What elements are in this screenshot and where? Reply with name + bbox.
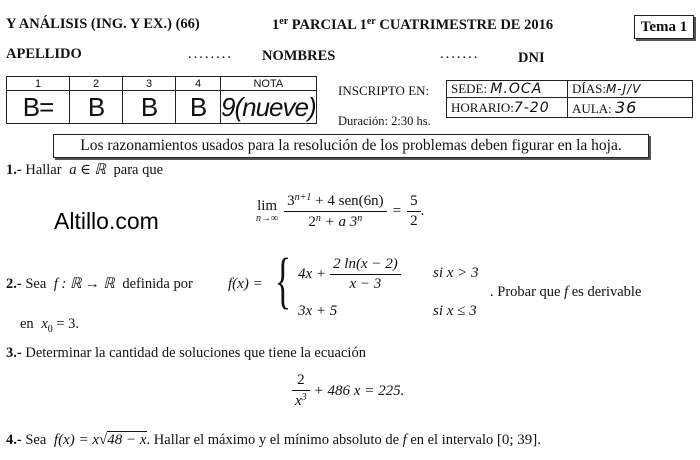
limit-label: lim [257, 198, 278, 214]
p3-fraction [292, 372, 310, 410]
problem-4-sqrt: 48 − x [107, 432, 147, 448]
sede-label: SEDE: [451, 81, 488, 96]
limit [256, 199, 278, 224]
p3-rest: + 486 x = 225. [313, 382, 405, 399]
problem-1-text: Hallar [25, 162, 62, 178]
exam-ordinal: 1 [272, 17, 280, 33]
case-2-cond: si x ≤ 3 [433, 303, 477, 319]
aula-value: 36 [614, 98, 638, 117]
grade-value-4: B [176, 91, 221, 124]
num-rest: + 4 sen(6n) [315, 193, 384, 209]
dias-cell [568, 81, 693, 98]
grade-value-nota: 9(nueve) [221, 91, 316, 122]
grade-value-2: B [70, 91, 123, 124]
sqrt-sign: √ [99, 432, 108, 448]
den-rest: + a 3 [324, 214, 358, 230]
case-1-a: 4x + [298, 266, 327, 282]
exam-title [272, 16, 553, 34]
problem-2-intro [6, 276, 193, 293]
den-exp: n [315, 213, 321, 224]
problem-3-text: Determinar la cantidad de soluciones que tiene la ecuación [25, 345, 366, 361]
p3-den-exp: 3 [301, 392, 307, 403]
problem-3-number: 3.- [6, 345, 22, 361]
grade-value-3: B [123, 91, 176, 124]
nombres-label: NOMBRES [262, 48, 336, 64]
inscripto-label: INSCRIPTO EN: [338, 83, 430, 98]
problem-1-intro [6, 162, 163, 179]
num-base: 3 [287, 193, 295, 209]
case-1-num: 2 ln(x − 2) [330, 256, 401, 275]
problem-1-cond: a ∈ ℝ [69, 162, 106, 178]
cuat-word: CUATRIMESTRE DE 2016 [379, 17, 554, 33]
case-1-cond: si x > 3 [433, 265, 479, 281]
problem-3-intro [6, 345, 366, 362]
problem-4-f: f [402, 432, 407, 448]
problem-4-text: Sea [25, 432, 47, 448]
dni-label: DNI [518, 50, 545, 66]
case-2-expr: 3x + 5 [298, 303, 338, 319]
grade-header-4: 4 [176, 77, 221, 91]
horario-cell [447, 98, 568, 118]
grade-header-1: 1 [7, 77, 70, 91]
problem-4-interval: [0; 39]. [496, 432, 542, 448]
case-1-expr [298, 256, 401, 293]
exam-word: PARCIAL [291, 17, 356, 33]
p3-den-base: x [295, 393, 302, 409]
grade-value-1: B= [7, 91, 70, 124]
problem-4-text2: . Hallar el máximo y el mínimo absoluto de [146, 432, 400, 448]
grades-table [6, 76, 317, 124]
problem-1-formula [256, 192, 424, 231]
watermark-logo: Altillo.com [54, 208, 159, 234]
exam-ordinal-sup: er [279, 16, 289, 27]
tail-f: f [564, 284, 569, 300]
num-exp: n+1 [294, 192, 312, 203]
tail-text: . Probar que [490, 284, 561, 300]
rhs-fraction [407, 193, 421, 230]
horario-value: 7-20 [513, 99, 550, 116]
problem-2-number: 2.- [6, 276, 22, 292]
p1-end: . [420, 203, 425, 219]
aula-cell [568, 98, 693, 118]
problem-2-text: Sea [25, 276, 47, 292]
apellido-label: APELLIDO [6, 46, 82, 62]
rhs-num: 5 [407, 193, 421, 212]
notice-box: Los razonamientos usados para la resolución de los problemas deben figurar en la hoja. [53, 134, 649, 158]
problem-2-fx: f(x) = [228, 276, 263, 292]
problem-2-text2: definida por [122, 276, 193, 292]
problem-2-tail [490, 284, 641, 301]
grade-header-3: 3 [123, 77, 176, 91]
cuat-ordinal: 1 [359, 17, 367, 33]
p1-equals: = [392, 203, 402, 219]
x0: x [41, 316, 48, 332]
problem-4-text3: en el intervalo [410, 432, 494, 448]
aula-label: AULA: [572, 101, 612, 116]
problem-1-number: 1.- [6, 162, 22, 178]
tail-text2: es derivable [571, 284, 642, 300]
problem-4 [6, 432, 541, 449]
dias-value: M-J/V [605, 82, 642, 96]
course-title: Y ANÁLISIS (ING. Y EX.) (66) [6, 16, 200, 32]
tema-box: Tema 1 [634, 15, 694, 39]
cases-brace: { [274, 247, 292, 315]
sede-value: M.OCA [490, 81, 543, 97]
cuat-ordinal-sup: er [366, 16, 376, 27]
problem-2-func: f : ℝ → ℝ [53, 276, 115, 292]
apellido-dots: ........ [188, 46, 233, 62]
rhs-den: 2 [410, 213, 418, 229]
horario-label: HORARIO: [451, 99, 514, 115]
case-1-fraction [330, 256, 401, 293]
dias-label: DÍAS: [572, 81, 606, 96]
duracion-text: Duración: 2:30 hs. [338, 114, 431, 128]
problem-3-equation [292, 372, 404, 410]
den-base: 2 [308, 214, 316, 230]
x0-val: = 3. [56, 316, 80, 332]
problem-2-line2 [20, 316, 79, 335]
limit-fraction [284, 192, 386, 231]
grade-header-nota: NOTA [221, 77, 317, 91]
p3-den [292, 391, 310, 410]
problem-4-fx: f(x) = x [53, 432, 100, 448]
den-rest-exp: n [357, 213, 363, 224]
sede-table [446, 80, 693, 118]
line2-en: en [20, 316, 34, 332]
x0-sub: 0 [47, 323, 53, 335]
case-1-den: x − 3 [349, 276, 382, 292]
p3-num: 2 [292, 372, 310, 391]
problem-1-text2: para que [113, 162, 164, 178]
nombres-dots: ....... [440, 46, 480, 62]
problem-4-number: 4.- [6, 432, 22, 448]
sede-cell [447, 81, 568, 98]
grade-header-2: 2 [70, 77, 123, 91]
limit-sub: n→∞ [256, 213, 279, 224]
